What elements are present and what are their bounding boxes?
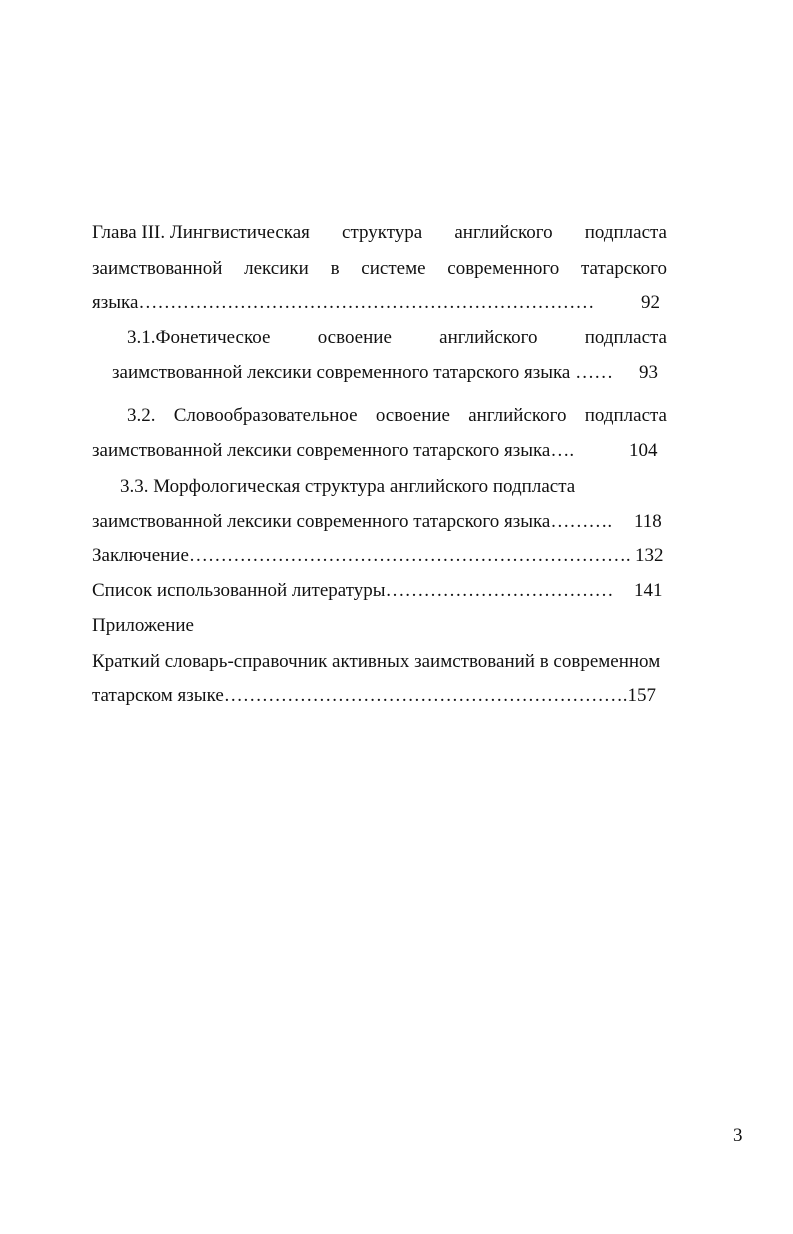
toc-section3-3-line2: заимствованной лексики современного татарского языка………. xyxy=(92,511,613,532)
toc-appendix-label: Приложение xyxy=(92,615,194,636)
toc-chapter3-line1 xyxy=(92,222,667,244)
toc-chapter3-word: подпласта xyxy=(584,222,667,243)
toc-section3-1-word: английского xyxy=(439,327,538,348)
toc-section3-2-line2: заимствованной лексики современного татарского языка…. xyxy=(92,440,575,461)
toc-chapter3-word: системе xyxy=(361,258,426,279)
toc-section3-1-page: 93 xyxy=(639,362,658,383)
toc-section3-1-line1 xyxy=(127,327,667,349)
toc-section3-2-word: Словообразовательное xyxy=(173,405,358,426)
toc-conclusion-page: 132 xyxy=(635,545,664,566)
toc-chapter3-word: лексики xyxy=(244,258,309,279)
toc-appendix-line2: татарском языке……………………………………………………….157 xyxy=(92,685,657,706)
toc-section3-1-word: подпласта xyxy=(584,327,667,348)
toc-references-page: 141 xyxy=(634,580,663,601)
toc-chapter3-word: структура xyxy=(342,222,423,243)
toc-section3-1-word: освоение xyxy=(317,327,392,348)
toc-chapter3-word: Глава III. Лингвистическая xyxy=(92,222,310,243)
toc-section3-3-page: 118 xyxy=(634,511,662,532)
toc-conclusion-label: Заключение……………………………………………………………. xyxy=(92,545,631,566)
toc-section3-2-line1 xyxy=(127,405,667,427)
toc-section3-2-word: английского xyxy=(468,405,567,426)
toc-section3-3-line1: 3.3. Морфологическая структура английского подпласта xyxy=(120,476,576,497)
toc-references-label: Список использованной литературы……………………………… xyxy=(92,580,614,601)
toc-chapter3-word: татарского xyxy=(580,258,667,279)
toc-section3-2-word: подпласта xyxy=(584,405,667,426)
toc-section3-1-word: 3.1.Фонетическое xyxy=(127,327,271,348)
toc-chapter3-word: современного xyxy=(447,258,560,279)
toc-chapter3-page: 92 xyxy=(641,292,660,313)
toc-section3-2-word: 3.2. xyxy=(127,405,156,426)
toc-section3-1-line2: заимствованной лексики современного татарского языка …… xyxy=(112,362,614,383)
toc-section3-2-word: освоение xyxy=(375,405,450,426)
toc-chapter3-line2 xyxy=(92,258,667,280)
toc-chapter3-word: заимствованной xyxy=(92,258,223,279)
toc-chapter3-line3: языка……………………………………………………………… xyxy=(92,292,595,313)
toc-appendix-line1: Краткий словарь-справочник активных заимствований в современном xyxy=(92,651,661,672)
toc-chapter3-word: в xyxy=(330,258,340,279)
toc-chapter3-word: английского xyxy=(454,222,553,243)
page-number: 3 xyxy=(733,1125,743,1146)
toc-section3-2-page: 104 xyxy=(629,440,658,461)
